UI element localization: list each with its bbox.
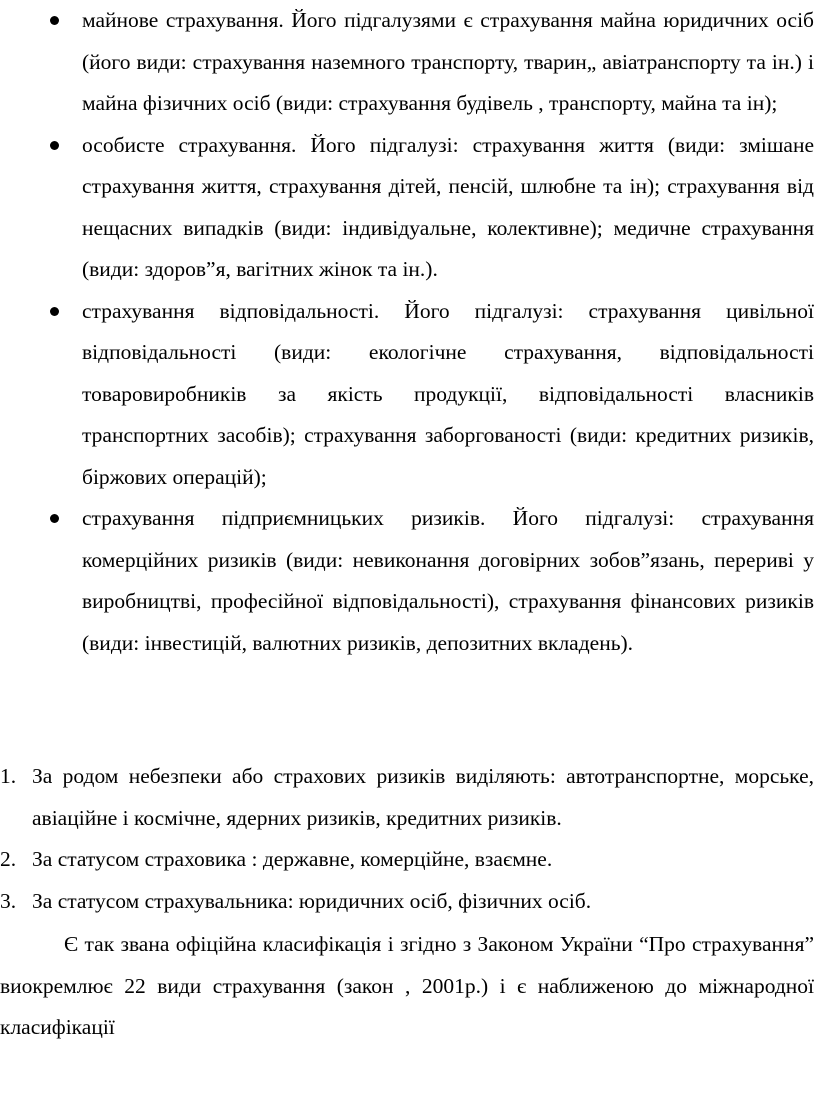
bullet-text: особисте страхування. Його підгалузі: страхування життя (види: змішане страхування життя, страхування дітей, пенсій, шлюбне та ін); страхування від нещасних випадків (види: індивідуальне, колективне); медичне страхування (види: здоров”я, вагітних жінок та ін.). [82, 132, 814, 281]
list-number: 3. [0, 888, 17, 913]
classification-numbered-list [0, 756, 816, 922]
bullet-item-personal-insurance [0, 125, 816, 291]
numbered-item-text: За родом небезпеки або страхових ризиків виділяють: автотранспортне, морське, авіаційне і космічне, ядерних ризиків, кредитних ризиків. [32, 764, 814, 830]
list-number: 2. [0, 847, 17, 871]
list-number: 1. [0, 764, 17, 788]
bullet-icon [50, 514, 59, 523]
bullet-item-business-risk-insurance [0, 498, 816, 664]
bullet-icon [50, 307, 59, 316]
bullet-text: страхування підприємницьких ризиків. Його підгалузі: страхування комерційних ризиків (види: невиконання договірних зобов”язань, перериві у виробництві, професійної відповідальності), страхування фінансових ризиків (види: інвестицій, валютних ризиків, депозитних вкладень). [82, 506, 814, 655]
numbered-item-by-policyholder-status [0, 881, 816, 923]
bullet-item-property-insurance [0, 0, 816, 125]
bullet-item-liability-insurance [0, 291, 816, 499]
bullet-text: страхування відповідальності. Його підгалузі: страхування цивільної відповідальності (види: екологічне страхування, відповідальності товаровиробників за якість продукції, відповідальності власників транспортних засобів); страхування заборгованості (види: кредитних ризиків, біржових операцій); [82, 298, 814, 489]
numbered-item-by-risk [0, 756, 816, 839]
numbered-item-text: За статусом страхувальника: юридичних осіб, фізичних осіб. [32, 888, 592, 913]
official-classification-paragraph: Є так звана офіційна класифікація і згідно з Законом України “Про страхування” виокремлює 22 види страхування (закон , 2001р.) і є наближеною до міжнародної класифікації [0, 932, 814, 1039]
numbered-item-text: За статусом страховика : державне, комерційне, взаємне. [32, 847, 553, 871]
bullet-text: майнове страхування. Його підгалузями є страхування майна юридичних осіб (його види: страхування наземного транспорту, тварин„ авіатранспорту та ін.) і майна фізичних осіб (види: страхування будівель , транспорту, майна та ін); [82, 8, 814, 115]
bullet-icon [50, 141, 59, 150]
numbered-item-by-insurer-status [0, 839, 816, 881]
bullet-icon [50, 16, 59, 25]
